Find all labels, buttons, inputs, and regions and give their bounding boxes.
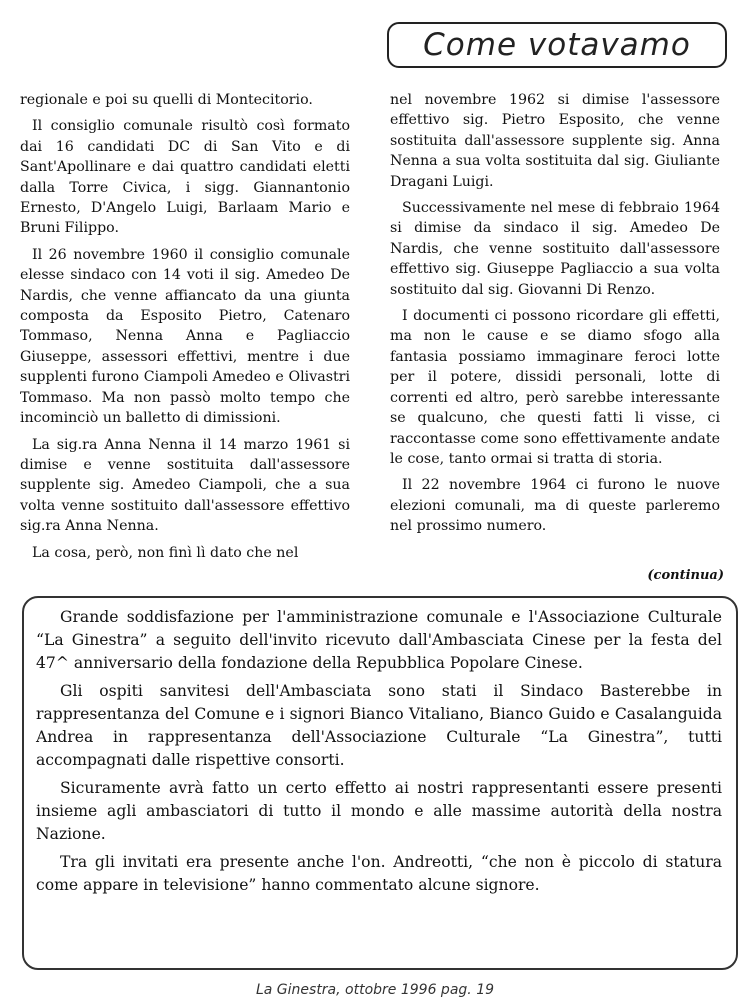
page-footer: La Ginestra, ottobre 1996 pag. 19 — [255, 982, 495, 998]
article-paragraph: Il 26 novembre 1960 il consiglio comunale elesse sindaco con 14 voti il sig. Amedeo De Nardis, che venne affiancato da una giunta composta da Esposito Pietro, Catenaro Tommaso, Nenna Anna e Pagliaccio Giuseppe, assessori effettivi, mentre i due supplenti furono Ciampoli Amedeo e Olivastri Tommaso. Ma non passò molto tempo che incominciò un balletto di dimissioni. — [20, 246, 350, 427]
article-paragraph: La cosa, però, non finì lì dato che nel — [32, 544, 299, 561]
right-article-column — [390, 90, 720, 543]
box-paragraph: Sicuramente avrà fatto un certo effetto ai nostri rappresentanti essere presenti insieme agli ambasciatori di tutto il mondo e alle massime autorità della nostra Nazione. — [36, 779, 722, 843]
section-header-box — [387, 22, 727, 68]
article-paragraph: La sig.ra Anna Nenna il 14 marzo 1961 si dimise e venne sostituita dall'assessore supplente sig. Amedeo Ciampoli, che a sua volta venne sostituito dall'assessore effettivo sig.ra Anna Nenna. — [20, 436, 350, 535]
news-box — [22, 596, 738, 970]
continued-note: (continua) — [647, 568, 724, 583]
left-article-column — [20, 90, 350, 569]
article-paragraph: regionale e poi su quelli di Montecitorio. — [20, 92, 313, 108]
section-title: Come votavamo — [423, 27, 691, 63]
box-paragraph: Tra gli invitati era presente anche l'on. Andreotti, “che non è piccolo di statura come appare in televisione” hanno commentato alcune signore. — [36, 853, 722, 894]
article-paragraph: Il consiglio comunale risultò così formato dai 16 candidati DC di San Vito e di Sant'Apollinare e dai quattro candidati eletti dalla Torre Civica, i sigg. Giannantonio Ernesto, D'Angelo Luigi, Barlaam Mario e Bruni Filippo. — [20, 118, 350, 237]
box-paragraph: Gli ospiti sanvitesi dell'Ambasciata sono stati il Sindaco Basterebbe in rappresentanza del Comune e i signori Bianco Vitaliano, Bianco Guido e Casalanguida Andrea in rappresentanza dell'Associazione Culturale “La Ginestra”, tutti accompagnati dalle rispettive consorti. — [36, 682, 722, 769]
article-paragraph: nel novembre 1962 si dimise l'assessore effettivo sig. Pietro Esposito, che venne sostituita dall'assessore supplente sig. Anna Nenna a sua volta sostituita dal sig. Giuliante Dragani Luigi. — [390, 92, 720, 190]
article-paragraph: I documenti ci possono ricordare gli effetti, ma non le cause e se diamo sfogo alla fantasia possiamo immaginare feroci lotte per il potere, dissidi personali, lotte di correnti ed altro, però sarebbe interessante se qualcuno, che questi fatti li visse, ci raccontasse come sono effettivamente andate le cose, tanto ormai si tratta di storia. — [390, 308, 720, 467]
box-paragraph: Grande soddisfazione per l'amministrazione comunale e l'Associazione Culturale “La Ginestra” a seguito dell'invito ricevuto dall'Ambasciata Cinese per la festa del 47^ anniversario della fondazione della Repubblica Popolare Cinese. — [36, 608, 722, 672]
article-paragraph: Successivamente nel mese di febbraio 1964 si dimise da sindaco il sig. Amedeo De Nardis, che venne sostituito dall'assessore effettivo sig. Giuseppe Pagliaccio a sua volta sostituito dal sig. Giovanni Di Renzo. — [390, 200, 720, 298]
article-paragraph: Il 22 novembre 1964 ci furono le nuove elezioni comunali, ma di queste parleremo nel prossimo numero. — [390, 477, 720, 535]
